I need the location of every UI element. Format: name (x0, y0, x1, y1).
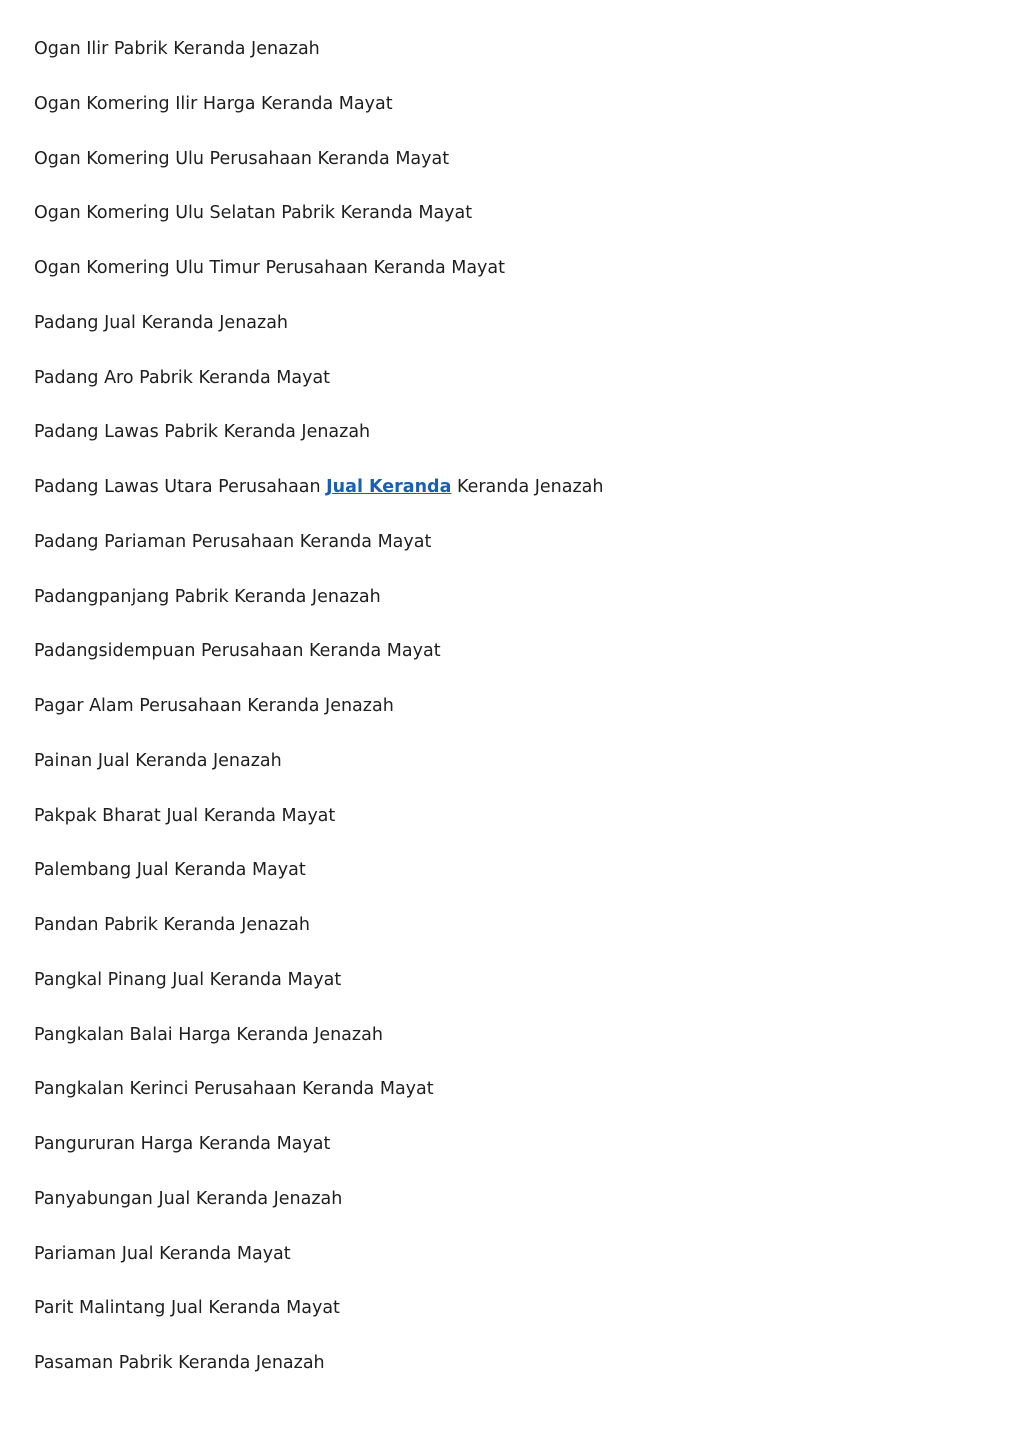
text-line (34, 801, 994, 856)
text-line (34, 1184, 994, 1239)
line-text: Ogan Komering Ulu Perusahaan Keranda Mayat (34, 148, 450, 169)
line-text: Padangpanjang Pabrik Keranda Jenazah (34, 586, 381, 607)
text-line (34, 1074, 994, 1129)
text-line (34, 144, 994, 199)
text-line (34, 198, 994, 253)
line-text: Ogan Ilir Pabrik Keranda Jenazah (34, 39, 320, 59)
line-text: Pakpak Bharat Jual Keranda Mayat (34, 805, 336, 826)
text-line (34, 417, 994, 472)
text-line (34, 965, 994, 1020)
line-text: Painan Jual Keranda Jenazah (34, 750, 282, 771)
line-text: Ogan Komering Ulu Selatan Pabrik Keranda Mayat (34, 203, 473, 224)
line-text: Pasaman Pabrik Keranda Jenazah (34, 1353, 325, 1373)
line-text: Pangkal Pinang Jual Keranda Mayat (34, 969, 342, 990)
text-line (34, 1293, 994, 1348)
jual-keranda-link[interactable]: Jual Keranda (326, 477, 452, 497)
text-line (34, 1239, 994, 1294)
line-text: Pariaman Jual Keranda Mayat (34, 1243, 291, 1264)
line-text: Pandan Pabrik Keranda Jenazah (34, 915, 310, 935)
text-line (34, 89, 994, 144)
line-text: Pangkalan Balai Harga Keranda Jenazah (34, 1024, 383, 1045)
line-text: Padang Jual Keranda Jenazah (34, 312, 289, 333)
text-line (34, 253, 994, 308)
text-line (34, 34, 994, 89)
line-text: Padangsidempuan Perusahaan Keranda Mayat (34, 641, 441, 662)
text-line (34, 472, 994, 527)
line-text: Padang Aro Pabrik Keranda Mayat (34, 367, 331, 388)
line-text: Pangururan Harga Keranda Mayat (34, 1134, 331, 1154)
line-text: Ogan Komering Ilir Harga Keranda Mayat (34, 93, 393, 114)
text-line (34, 855, 994, 910)
line-text: Padang Lawas Utara Perusahaan (34, 477, 327, 497)
text-line (34, 1348, 994, 1403)
line-text: Palembang Jual Keranda Mayat (34, 860, 306, 881)
line-text: Pagar Alam Perusahaan Keranda Jenazah (34, 696, 394, 716)
text-line (34, 910, 994, 965)
text-line (34, 746, 994, 801)
line-text: Ogan Komering Ulu Timur Perusahaan Keranda Mayat (34, 258, 505, 278)
line-text: Panyabungan Jual Keranda Jenazah (34, 1188, 343, 1209)
text-line (34, 1020, 994, 1075)
text-line (34, 636, 994, 691)
line-text: Keranda Jenazah (451, 477, 604, 497)
text-line (34, 308, 994, 363)
text-line (34, 1129, 994, 1184)
line-text: Padang Lawas Pabrik Keranda Jenazah (34, 422, 371, 443)
line-text: Pangkalan Kerinci Perusahaan Keranda Mayat (34, 1079, 434, 1100)
text-line (34, 527, 994, 582)
text-line (34, 363, 994, 418)
text-line (34, 582, 994, 637)
line-text: Padang Pariaman Perusahaan Keranda Mayat (34, 531, 432, 552)
text-line (34, 691, 994, 746)
line-text: Parit Malintang Jual Keranda Mayat (34, 1298, 340, 1319)
document-body (34, 34, 994, 1403)
